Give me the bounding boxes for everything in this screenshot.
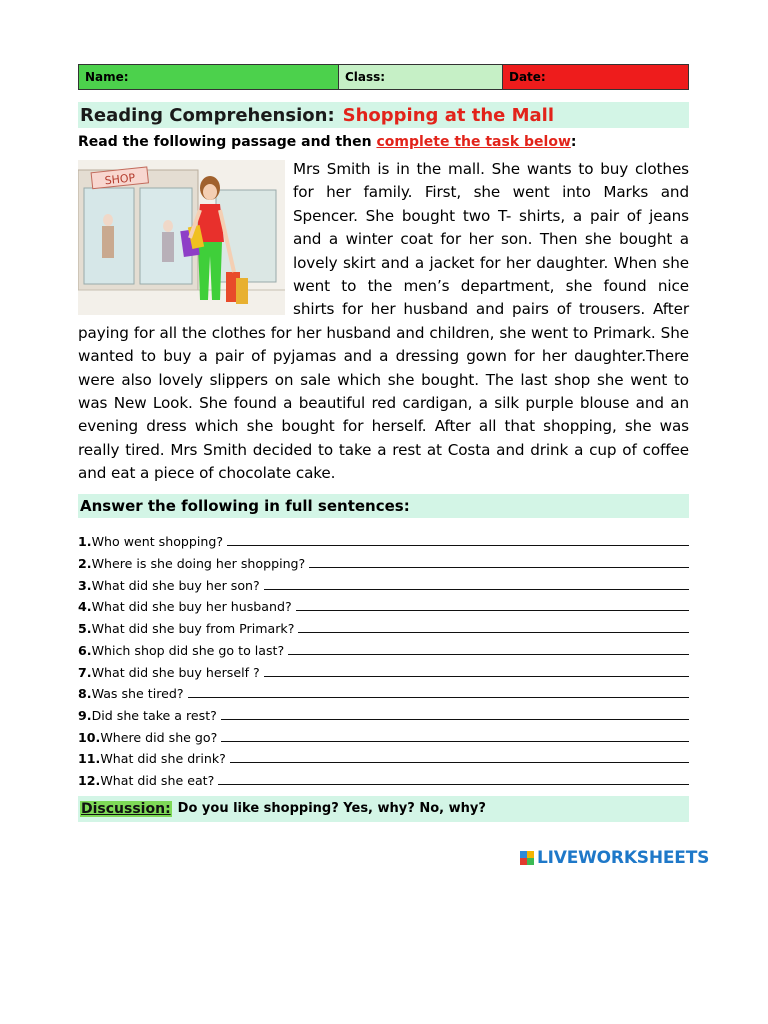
question-text: Who went shopping?	[91, 534, 224, 550]
question-text: Was she tired?	[91, 686, 184, 702]
answer-line[interactable]	[298, 632, 689, 633]
answer-line[interactable]	[188, 697, 689, 698]
answer-line[interactable]	[264, 589, 689, 590]
question-row	[78, 593, 689, 615]
question-number: 12.	[78, 772, 101, 788]
date-label: Date:	[509, 70, 546, 84]
question-number: 6.	[78, 642, 92, 658]
answer-line[interactable]	[296, 610, 689, 611]
question-text: What did she buy her husband?	[91, 599, 292, 615]
page-subtitle: Shopping at the Mall	[342, 104, 554, 126]
question-row	[78, 614, 689, 636]
instructions-prefix: Read the following passage and then	[78, 134, 377, 150]
answer-line[interactable]	[218, 784, 689, 785]
liveworksheets-logo[interactable]	[520, 848, 709, 868]
shopping-woman-illustration	[78, 160, 285, 315]
answer-line[interactable]	[227, 545, 689, 546]
answer-banner	[78, 494, 689, 518]
shop-sign-text: SHOP	[104, 171, 136, 188]
question-number: 4.	[78, 599, 92, 615]
answer-line[interactable]	[288, 654, 689, 655]
question-text: Did she take a rest?	[91, 707, 217, 723]
instructions-link: complete the task below	[376, 134, 571, 150]
question-number: 11.	[78, 751, 101, 767]
shop-scene-image	[78, 160, 285, 315]
instructions-suffix: :	[570, 134, 577, 150]
answer-line[interactable]	[264, 676, 689, 677]
question-number: 2.	[78, 556, 92, 572]
question-text: What did she buy from Primark?	[91, 621, 295, 637]
question-row	[78, 658, 689, 680]
page-title: Reading Comprehension:	[80, 104, 335, 126]
name-label: Name:	[85, 70, 129, 84]
question-text: What did she buy herself ?	[91, 664, 260, 680]
discussion-label: Discussion:	[81, 800, 171, 817]
liveworksheets-logo-icon	[520, 851, 534, 865]
name-field[interactable]	[79, 65, 339, 89]
question-row	[78, 723, 689, 745]
question-row	[78, 636, 689, 658]
question-text: Where is she doing her shopping?	[91, 556, 306, 572]
question-number: 8.	[78, 686, 92, 702]
discussion-banner	[78, 796, 689, 822]
logo-text: LIVEWORKSHEETS	[537, 848, 710, 868]
worksheet	[78, 64, 689, 822]
question-text: What did she drink?	[100, 751, 226, 767]
question-row	[78, 701, 689, 723]
answer-line[interactable]	[221, 719, 689, 720]
title-banner	[78, 102, 689, 128]
question-row	[78, 745, 689, 767]
date-field[interactable]	[503, 65, 688, 89]
reading-passage: Mrs Smith is in the mall. She wants to buy clothes for her family. First, she went into Marks and Spencer. She bought two T- shirts, a pair of jeans and a winter coat for her son. Then she bought a lovely skirt and a jacket for her daughter. When she went to the men’s department, she found nice shirts for her husband and pairs of trousers. After paying for all the clothes for her husband and children, she went to Primark. She wanted to buy a pair of pyjamas and a dressing gown for her daughter.There were also lovely slippers on sale which she bought. The last shop she went to was New Look. She found a beautiful red cardigan, a silk purple blouse and an evening dress which she bought for herself. After all that shopping, she was really tired. Mrs Smith decided to take a rest at Costa and drink a cup of coffee and eat a piece of chocolate cake.	[78, 160, 689, 483]
question-list	[78, 528, 689, 788]
question-text: What did she buy her son?	[91, 577, 260, 593]
question-text: What did she eat?	[100, 772, 215, 788]
question-number: 5.	[78, 621, 92, 637]
instructions	[78, 134, 689, 154]
passage-section	[78, 158, 689, 486]
question-row	[78, 549, 689, 571]
discussion-question: Do you like shopping? Yes, why? No, why?	[177, 801, 486, 817]
class-label: Class:	[345, 70, 386, 84]
question-row	[78, 571, 689, 593]
question-number: 10.	[78, 729, 101, 745]
question-text: Which shop did she go to last?	[91, 642, 285, 658]
student-info-row	[78, 64, 689, 90]
answer-heading: Answer the following in full sentences:	[80, 496, 410, 515]
question-number: 1.	[78, 534, 92, 550]
answer-line[interactable]	[309, 567, 689, 568]
question-number: 7.	[78, 664, 92, 680]
question-row	[78, 766, 689, 788]
answer-line[interactable]	[230, 762, 689, 763]
question-row	[78, 528, 689, 550]
class-field[interactable]	[339, 65, 503, 89]
answer-line[interactable]	[221, 741, 689, 742]
question-text: Where did she go?	[100, 729, 218, 745]
question-number: 3.	[78, 577, 92, 593]
question-number: 9.	[78, 707, 92, 723]
question-row	[78, 680, 689, 702]
